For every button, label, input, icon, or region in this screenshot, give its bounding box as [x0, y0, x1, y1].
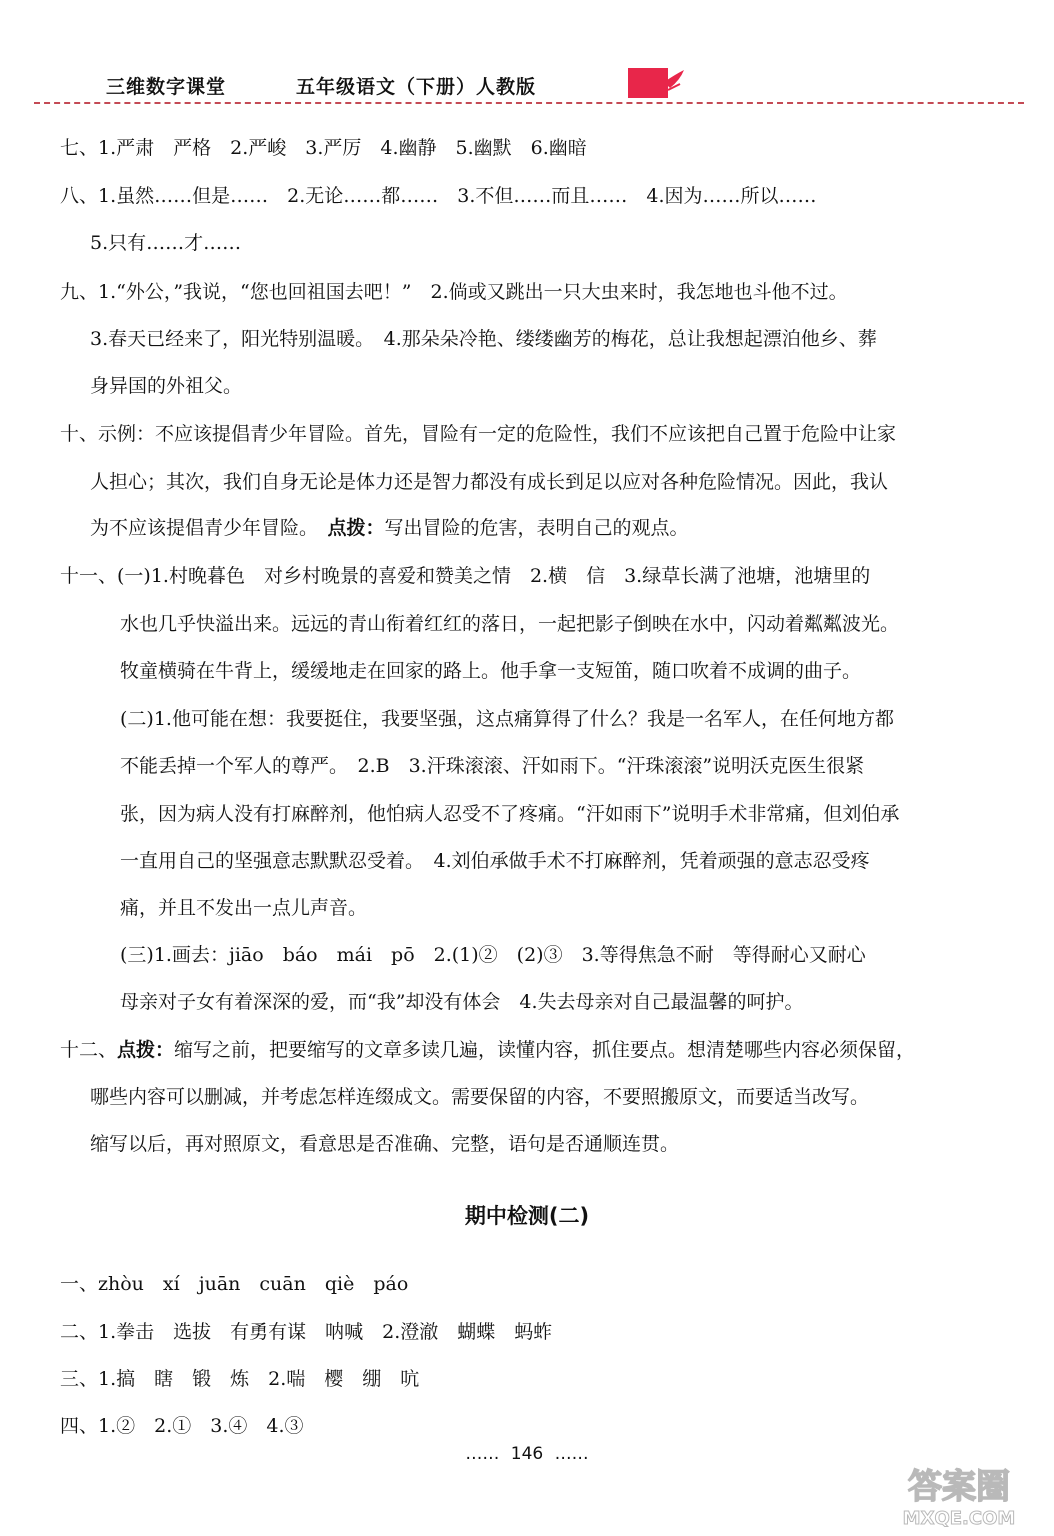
page-header: [34, 60, 1024, 110]
exam2-line-4: 四、1.② 2.① 3.④ 4.③: [60, 1415, 304, 1437]
hint-text: 写出冒险的危害，表明自己的观点。: [384, 517, 689, 539]
answer-line-11: 十一、(一)1.村晚暮色 对乡村晚景的喜爱和赞美之情 2.横 信 3.绿草长满了池塘，池塘里的: [60, 565, 871, 587]
answer-line-10-cont1: 人担心；其次，我们自身无论是体力还是智力都没有成长到足以应对各种危险情况。因此，我认: [90, 471, 889, 493]
header-dashed-rule: [34, 102, 1024, 104]
answer-line-12-text: 缩写之前，把要缩写的文章多读几遍，读懂内容，抓住要点。想清楚哪些内容必须保留，: [174, 1039, 916, 1061]
page-number: 146: [510, 1444, 544, 1464]
section-title: 期中检测(二): [464, 1204, 590, 1228]
answer-line-10-text: 为不应该提倡青少年冒险。: [90, 517, 309, 539]
answer-line-12: [60, 1036, 915, 1064]
answer-line-11-part2-cont3: 一直用自己的坚强意志默默忍受着。 4.刘伯承做手术不打麻醉剂，凭着顽强的意志忍受疼: [120, 850, 870, 872]
exam2-line-2: 二、1.拳击 选拔 有勇有谋 呐喊 2.澄澈 蝴蝶 蚂蚱: [60, 1321, 553, 1343]
answer-line-11-part2-cont4: 痛，并且不发出一点儿声音。: [120, 897, 368, 919]
answer-line-11-cont2: 牧童横骑在牛背上，缓缓地走在回家的路上。他手拿一支短笛，随口吹着不成调的曲子。: [120, 660, 862, 682]
answer-line-9-cont1: 3.春天已经来了，阳光特别温暖。 4.那朵朵冷艳、缕缕幽芳的梅花，总让我想起漂泊他乡、葬: [90, 328, 877, 350]
answer-line-12-cont2: 缩写以后，再对照原文，看意思是否准确、完整，语句是否通顺连贯。: [90, 1133, 680, 1155]
answer-line-12-number: 十二、: [60, 1039, 118, 1061]
answer-line-10: 十、示例：不应该提倡青少年冒险。首先，冒险有一定的危险性，我们不应该把自己置于危险中让家: [60, 423, 897, 445]
svg-text:MXQE.COM: MXQE.COM: [902, 1508, 1016, 1529]
watermark-logo: [884, 1462, 1034, 1530]
answer-line-11-part2-cont1: 不能丢掉一个军人的尊严。 2.B 3.汗珠滚滚、汗如雨下。“汗珠滚滚”说明沃克医生很紧: [120, 755, 865, 777]
answer-line-9-cont2: 身异国的外祖父。: [90, 375, 243, 397]
answer-line-10-cont2: [90, 514, 689, 542]
answer-line-11-part2-cont2: 张，因为病人没有打麻醉剂，他怕病人忍受不了疼痛。“汗如雨下”说明手术非常痛，但刘伯承: [120, 803, 900, 825]
exam2-line-1: 一、zhòu xí juān cuān qiè páo: [60, 1273, 409, 1295]
header-book-title: 五年级语文（下册）人教版: [296, 76, 537, 98]
exam2-line-3: 三、1.搞 瞎 锻 炼 2.喘 樱 绷 吭: [60, 1368, 420, 1390]
footer-dots-left: ……: [465, 1444, 500, 1464]
answer-line-11-cont1: 水也几乎快溢出来。远远的青山衔着红红的落日，一起把影子倒映在水中，闪动着粼粼波光。: [120, 613, 900, 635]
hint-label: 点拨：: [327, 517, 385, 539]
answer-line-8: 八、1.虽然……但是…… 2.无论……都…… 3.不但……而且…… 4.因为……所以……: [60, 185, 817, 207]
answer-line-11-part2: (二)1.他可能在想：我要挺住，我要坚强，这点痛算得了什么？我是一名军人，在任何地方都: [120, 708, 894, 730]
answer-line-12-cont1: 哪些内容可以删减，并考虑怎样连缀成文。需要保留的内容，不要照搬原文，而要适当改写。: [90, 1086, 870, 1108]
hint-label-12: 点拨：: [117, 1039, 175, 1061]
header-rocket-logo: [628, 66, 686, 100]
answer-line-11-part3-cont: 母亲对子女有着深深的爱，而“我”却没有体会 4.失去母亲对自己最温馨的呵护。: [120, 991, 804, 1013]
answer-line-11-part3: (三)1.画去：jiāo báo mái pō 2.(1)② (2)③ 3.等得焦急不耐 等得耐心又耐心: [120, 944, 866, 966]
svg-text:答案圈: 答案圈: [908, 1467, 1010, 1507]
answer-line-9: 九、1.“外公，”我说，“您也回祖国去吧！” 2.倘或又跳出一只大虫来时，我怎地也斗他不过。: [60, 281, 848, 303]
footer-dots-right: ……: [554, 1444, 589, 1464]
header-series-title: 三维数字课堂: [106, 76, 227, 98]
page-footer: [0, 1444, 1054, 1464]
answer-line-7: 七、1.严肃 严格 2.严峻 3.严厉 4.幽静 5.幽默 6.幽暗: [60, 137, 587, 159]
answer-line-8-cont: 5.只有……才……: [90, 232, 242, 254]
